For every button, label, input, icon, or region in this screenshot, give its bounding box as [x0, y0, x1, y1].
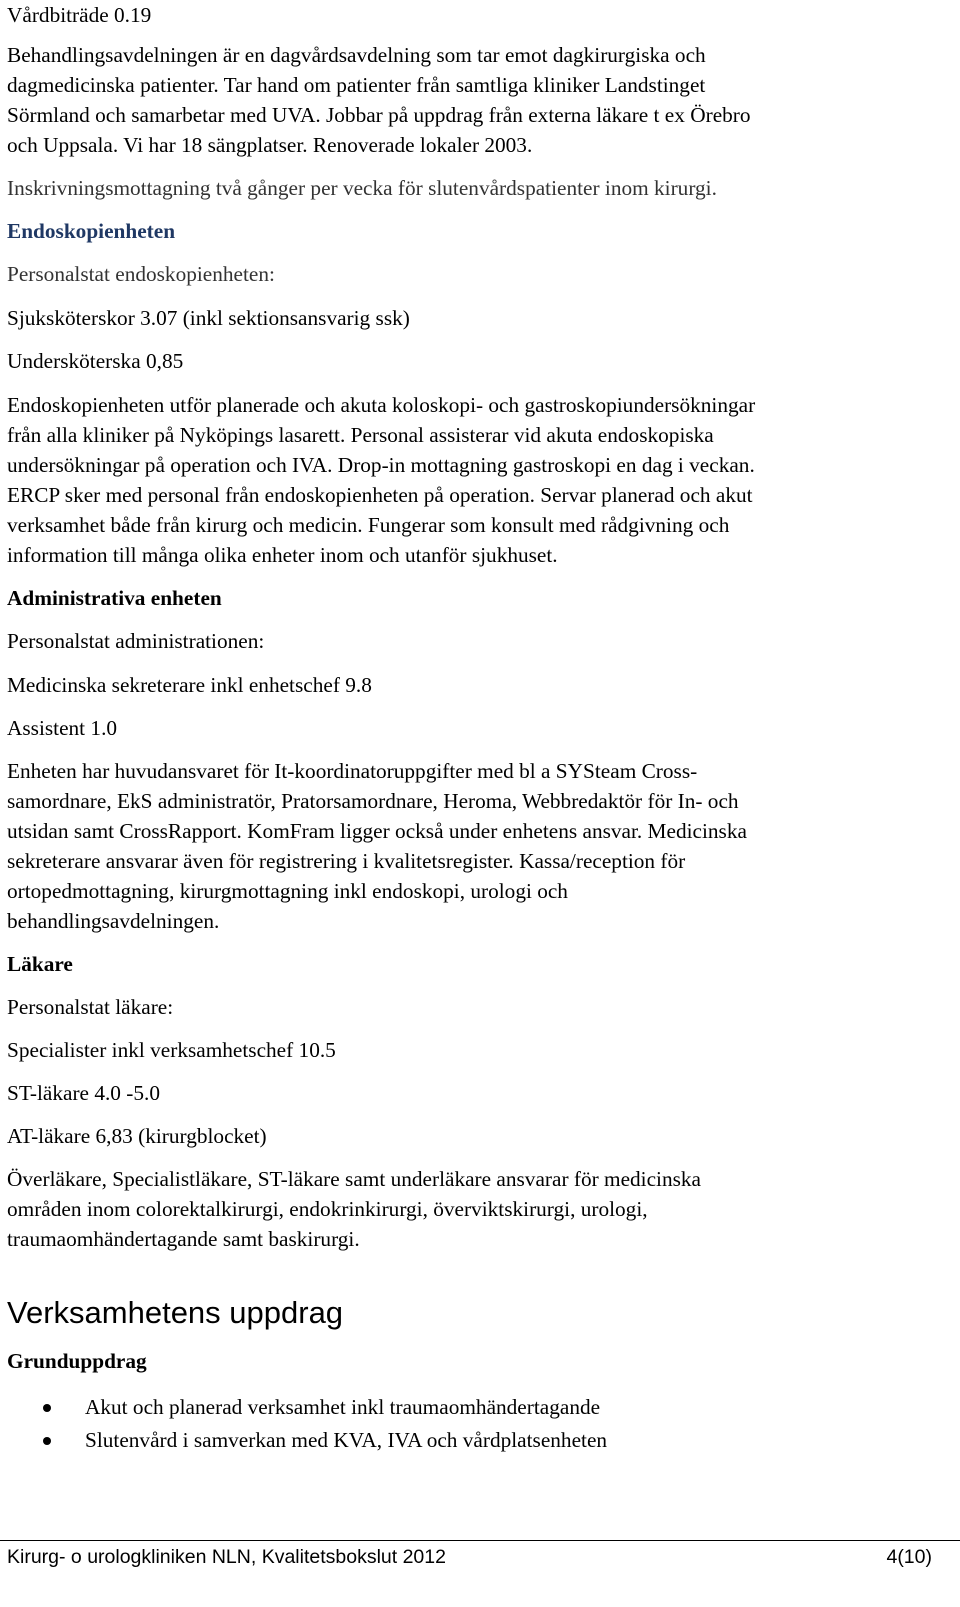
endoskopi-line: ERCP sker med personal från endoskopienheten på operation. Servar planerad och akut: [7, 483, 753, 507]
endoskopi-line: från alla kliniker på Nyköpings lasarett. Personal assisterar vid akuta endoskopiska: [7, 423, 714, 447]
endoskopi-line: verksamhet både från kirurg och medicin. Fungerar som konsult med rådgivning och: [7, 513, 730, 537]
vardbitrade-line: Vårdbiträde 0.19: [7, 3, 152, 27]
admin-paragraph: [7, 756, 747, 936]
admin-line: Enheten har huvudansvaret för It-koordinatoruppgifter med bl a SYSteam Cross-: [7, 759, 698, 783]
endoskopi-line: undersökningar på operation och IVA. Drop-in mottagning gastroskopi en dag i veckan.: [7, 453, 755, 477]
lakare-paragraph: [7, 1164, 701, 1254]
inskrivning-line: Inskrivningsmottagning två gånger per vecka för slutenvårdspatienter inom kirurgi.: [7, 176, 717, 200]
admin-personalstat: Personalstat administrationen:: [7, 629, 265, 653]
admin-line: utsidan samt CrossRapport. KomFram ligger också under enhetens ansvar. Medicinska: [7, 819, 747, 843]
admin-line: samordnare, EkS administratör, Pratorsamordnare, Heroma, Webbredaktör för In- och: [7, 789, 739, 813]
intro-line: Sörmland och samarbetar med UVA. Jobbar på uppdrag från externa läkare t ex Örebro: [7, 103, 751, 127]
lakare-staff-item: Specialister inkl verksamhetschef 10.5: [7, 1038, 336, 1062]
admin-line: ortopedmottagning, kirurgmottagning inkl endoskopi, urologi och: [7, 879, 568, 903]
intro-line: dagmedicinska patienter. Tar hand om patienter från samtliga kliniker Landstinget: [7, 73, 706, 97]
endoskopi-staff-item: Sjuksköterskor 3.07 (inkl sektionsansvarig ssk): [7, 306, 410, 330]
lakare-personalstat: Personalstat läkare:: [7, 995, 174, 1019]
lakare-staff-item: AT-läkare 6,83 (kirurgblocket): [7, 1124, 267, 1148]
section-title: Verksamhetens uppdrag: [7, 1295, 344, 1330]
admin-staff-item: Medicinska sekreterare inkl enhetschef 9.8: [7, 673, 372, 697]
grunduppdrag-list: [7, 1391, 607, 1457]
admin-heading: Administrativa enheten: [7, 586, 222, 610]
lakare-line: Överläkare, Specialistläkare, ST-läkare samt underläkare ansvarar för medicinska: [7, 1167, 702, 1191]
admin-staff-item: Assistent 1.0: [7, 716, 118, 740]
grunduppdrag-heading: Grunduppdrag: [7, 1349, 147, 1373]
footer-title: Kirurg- o urologkliniken NLN, Kvalitetsbokslut 2012: [7, 1546, 446, 1568]
lakare-line: traumaomhändertagande samt baskirurgi.: [7, 1227, 360, 1251]
admin-line: sekreterare ansvarar även för registrering i kvalitetsregister. Kassa/reception för: [7, 849, 686, 873]
intro-line: Behandlingsavdelningen är en dagvårdsavdelning som tar emot dagkirurgiska och: [7, 43, 706, 67]
lakare-staff-item: ST-läkare 4.0 -5.0: [7, 1081, 160, 1105]
lakare-line: områden inom colorektalkirurgi, endokrinkirurgi, överviktskirurgi, urologi,: [7, 1197, 648, 1221]
intro-paragraph: [7, 40, 751, 160]
endoskopi-line: Endoskopienheten utför planerade och akuta koloskopi- och gastroskopiundersökningar: [7, 393, 756, 417]
page-footer: [7, 1542, 932, 1572]
admin-line: behandlingsavdelningen.: [7, 909, 220, 933]
list-item-text: Slutenvård i samverkan med KVA, IVA och vårdplatsenheten: [85, 1428, 608, 1452]
bullet-icon: [43, 1437, 51, 1445]
lakare-heading: Läkare: [7, 952, 73, 976]
footer-divider: [0, 1540, 960, 1541]
list-item-text: Akut och planerad verksamhet inkl traumaomhändertagande: [85, 1395, 601, 1419]
intro-line: och Uppsala. Vi har 18 sängplatser. Renoverade lokaler 2003.: [7, 133, 533, 157]
endoskopi-paragraph: [7, 390, 755, 570]
bullet-icon: [43, 1404, 51, 1412]
endoskopi-staff-item: Undersköterska 0,85: [7, 349, 184, 373]
page-number: 4(10): [886, 1546, 932, 1568]
endoskopi-personalstat: Personalstat endoskopienheten:: [7, 262, 275, 286]
list-item: [7, 1424, 607, 1457]
endoskopi-heading: Endoskopienheten: [7, 219, 176, 243]
endoskopi-line: information till många olika enheter inom och utanför sjukhuset.: [7, 543, 558, 567]
list-item: [7, 1391, 607, 1424]
